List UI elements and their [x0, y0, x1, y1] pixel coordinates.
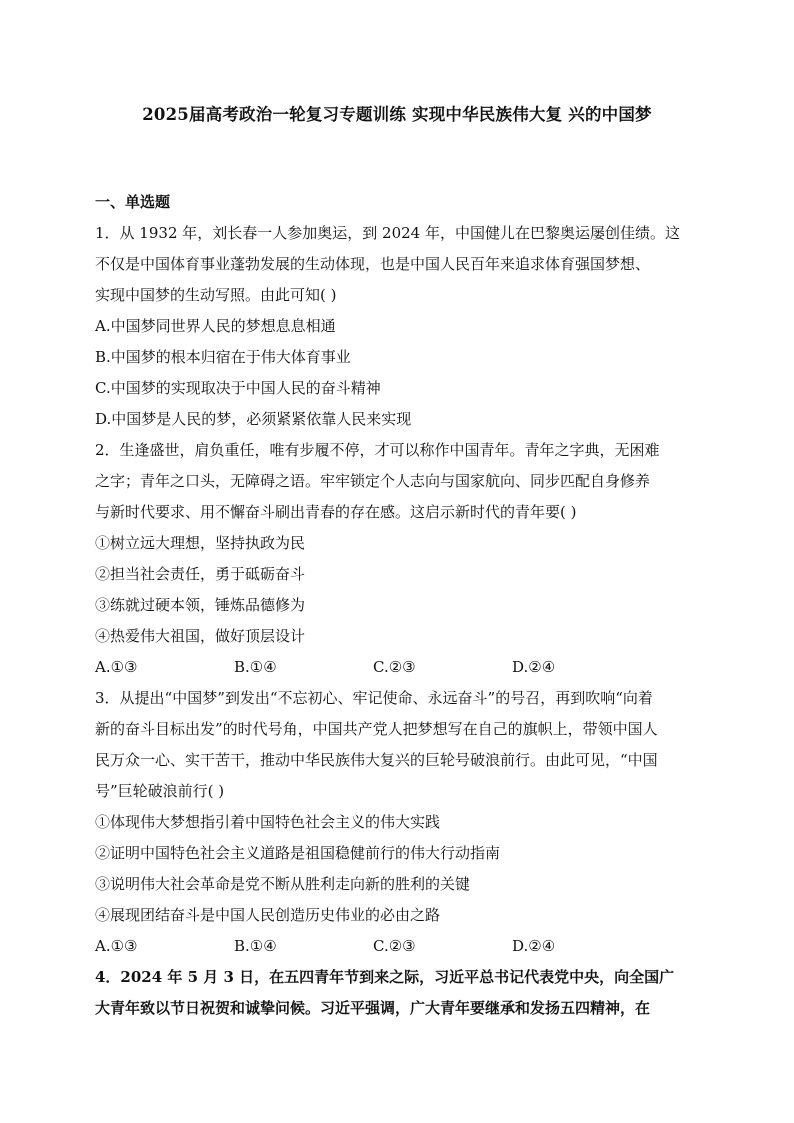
question-1-stem-line: 不仅是中国体育事业蓬勃发展的生动体现，也是中国人民百年来追求体育强国梦想、 — [95, 255, 651, 273]
question-3-choice-a: A.①③ — [95, 937, 138, 955]
question-1-option-d: D.中国梦是人民的梦，必须紧紧依靠人民来实现 — [95, 410, 412, 428]
question-2-statement-4: ④热爱伟大祖国，做好顶层设计 — [95, 627, 306, 645]
section-heading: 一、单选题 — [95, 193, 171, 211]
question-3-choices — [95, 931, 705, 962]
question-2-choice-d: D.②④ — [512, 658, 556, 676]
question-3-stem-line: 3．从提出“中国梦”到发出“不忘初心、牢记使命、永远奋斗”的号召，再到吹响“向着 — [95, 689, 653, 707]
question-4 — [95, 962, 705, 1024]
question-4-stem-line: 4．2024 年 5 月 3 日，在五四青年节到来之际，习近平总书记代表党中央，向全国广 — [95, 968, 675, 986]
question-3-statement-1: ①体现伟大梦想指引着中国特色社会主义的伟大实践 — [95, 813, 441, 831]
question-3-stem-line: 新的奋斗目标出发”的时代号角，中国共产党人把梦想写在自己的旗帜上，带领中国人 — [95, 720, 658, 738]
question-2 — [95, 435, 705, 683]
question-3-stem-line: 民万众一心、实干苦干，推动中华民族伟大复兴的巨轮号破浪前行。由此可见，“中国 — [95, 751, 658, 769]
question-2-choices — [95, 652, 705, 683]
question-3-statement-3: ③说明伟大社会革命是党不断从胜利走向新的胜利的关键 — [95, 875, 471, 893]
question-2-stem-line: 之字；青年之口头，无障碍之语。牢牢锁定个人志向与国家航向、同步匹配自身修养 — [95, 472, 651, 490]
question-2-choice-b: B.①④ — [234, 658, 277, 676]
question-3-stem-line: 号”巨轮破浪前行( ) — [95, 782, 225, 800]
question-3-choice-b: B.①④ — [234, 937, 277, 955]
question-3-statement-2: ②证明中国特色社会主义道路是祖国稳健前行的伟大行动指南 — [95, 844, 501, 862]
question-2-statement-3: ③练就过硬本领，锤炼品德修为 — [95, 596, 306, 614]
question-2-choice-a: A.①③ — [95, 658, 138, 676]
question-4-stem-line: 大青年致以节日祝贺和诚挚问候。习近平强调，广大青年要继承和发扬五四精神，在 — [95, 999, 651, 1017]
document-body — [95, 191, 705, 1024]
question-1-option-a: A.中国梦同世界人民的梦想息息相通 — [95, 317, 336, 335]
question-3-choice-c: C.②③ — [373, 937, 416, 955]
question-2-statement-2: ②担当社会责任，勇于砥砺奋斗 — [95, 565, 306, 583]
question-3 — [95, 683, 705, 962]
question-1-stem-line: 1．从 1932 年，刘长春一人参加奥运，到 2024 年，中国健儿在巴黎奥运屡创佳绩。这 — [95, 224, 680, 242]
question-1-stem-line: 实现中国梦的生动写照。由此可知( ) — [95, 286, 337, 304]
question-2-stem-line: 与新时代要求、用不懈奋斗刷出青春的存在感。这启示新时代的青年要( ) — [95, 503, 577, 521]
question-1-option-b: B.中国梦的根本归宿在于伟大体育事业 — [95, 348, 351, 366]
question-3-statement-4: ④展现团结奋斗是中国人民创造历史伟业的必由之路 — [95, 906, 441, 924]
question-2-statement-1: ①树立远大理想，坚持执政为民 — [95, 534, 306, 552]
question-2-choice-c: C.②③ — [373, 658, 416, 676]
question-3-choice-d: D.②④ — [512, 937, 556, 955]
question-2-stem-line: 2．生逢盛世，肩负重任，唯有步履不停，才可以称作中国青年。青年之字典，无困难 — [95, 441, 660, 459]
question-1-option-c: C.中国梦的实现取决于中国人民的奋斗精神 — [95, 379, 381, 397]
question-1 — [95, 218, 705, 435]
document-title: 2025届高考政治一轮复习专题训练 实现中华民族伟大复 兴的中国梦 — [142, 105, 652, 124]
